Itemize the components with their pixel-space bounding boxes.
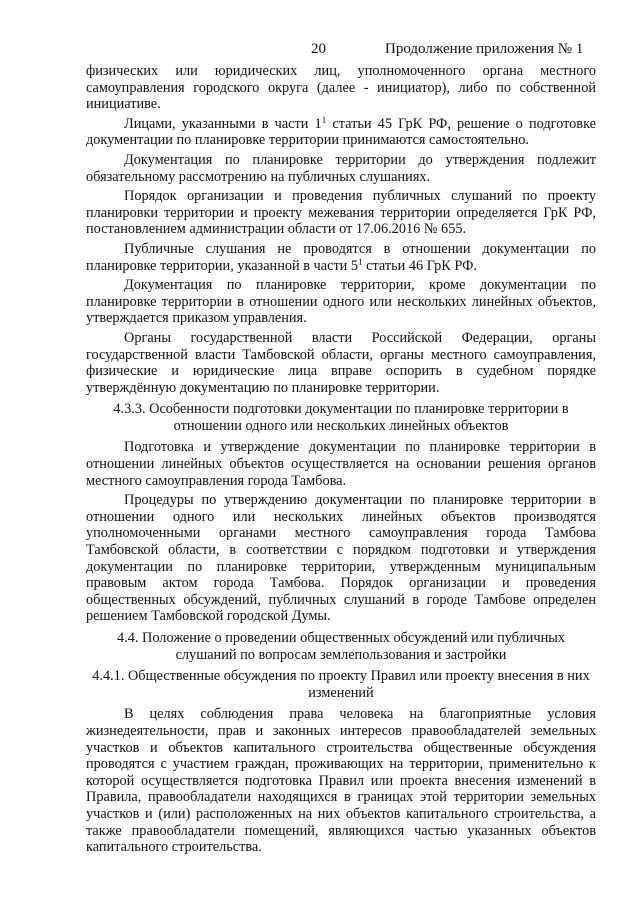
paragraph: В целях соблюдения права человека на благоприятные условия жизнедеятельности, прав и законных интересов правообладателей земельных участков и объектов капитального строительства общественные обсуждения проводятся с участием граждан, проживающих на территории, применительно к которой осуществляется подготовка Правил или проекта внесения изменений в Правила, правообладатели находящихся в границах этой территории земельных участков и (или) расположенных на них объектов капитального строительства, а также правообладатели помещений, являющихся частью указанных объектов капитального строительства. — [86, 706, 596, 856]
paragraph: Подготовка и утверждение документации по планировке территории в отношении линейных объектов осуществляется на основании решения органов местного самоуправления города Тамбова. — [86, 439, 596, 489]
paragraph: Лицами, указанными в части $1^1$ статьи 45 ГрК РФ, решение о подготовке документации по планировке территории принимаются самостоятельно. — [86, 114, 596, 149]
paragraph: Порядок организации и проведения публичных слушаний по проекту планировки территории и проекту межевания территории определяется ГрК РФ, постановлением администрации области от 17.06.2016 № 655. — [86, 188, 596, 238]
appendix-continuation-note: Продолжение приложения № 1 — [385, 41, 584, 57]
document-body — [86, 63, 596, 859]
page-number: 20 — [311, 41, 326, 57]
section-heading-4-3-3: 4.3.3. Особенности подготовки документации по планировке территории в отношении одного или нескольких линейных объектов — [113, 401, 569, 434]
paragraph: физических или юридических лиц, уполномоченного органа местного самоуправления городского округа (далее - инициатор), либо по собственной инициативе. — [86, 63, 596, 113]
section-heading-4-4-1: 4.4.1. Общественные обсуждения по проекту Правил или проекту внесения в них изменений — [92, 668, 590, 701]
paragraph: Документация по планировке территории до утверждения подлежит обязательному рассмотрению на публичных слушаниях. — [86, 151, 596, 185]
paragraph: Процедуры по утверждению документации по планировке территории в отношении одного или нескольких линейных объектов производятся уполномоченными органами местного самоуправления города Тамбова Тамбовской области, в соответствии с порядком подготовки и утверждения документации по планировке территории, утвержденным муниципальным правовым актом города Тамбова. Порядок организации и проведения общественных обсуждений, публичных слушаний в городе Тамбове определен решением Тамбовской городской Думы. — [86, 492, 596, 625]
paragraph: Органы государственной власти Российской Федерации, органы государственной власти Тамбовской области, органы местного самоуправления, физические и юридические лица вправе оспорить в судебном порядке утверждённую документацию по планировке территории. — [86, 329, 596, 396]
section-heading-4-4: 4.4. Положение о проведении общественных обсуждений или публичных слушаний по вопросам землепользования и застройки — [117, 630, 565, 663]
paragraph: Публичные слушания не проводятся в отношении документации по планировке территории, указанной в части $5^1$ статьи 46 ГрК РФ. — [86, 240, 596, 274]
paragraph: Документация по планировке территории, кроме документации по планировке территории в отношении одного или нескольких линейных объектов, утверждается приказом управления. — [86, 277, 596, 327]
